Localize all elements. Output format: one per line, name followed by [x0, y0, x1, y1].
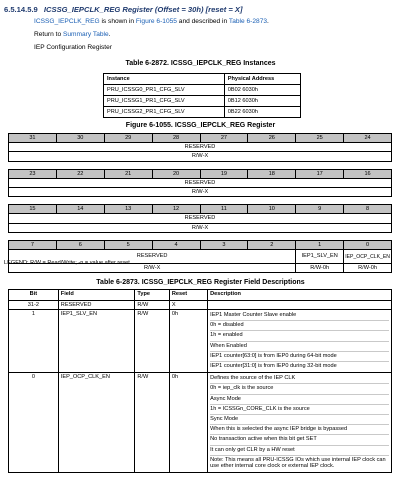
bit-number: 3 [200, 240, 248, 249]
description-line: Sync Mode [210, 415, 389, 425]
bit-number-row [9, 205, 392, 214]
description-line: IEP1 Master Counter Slave enable [210, 311, 389, 321]
reserved-field: RESERVED [9, 178, 392, 187]
description-line: 0h = iep_clk is the source [210, 384, 389, 394]
bit-number: 19 [200, 169, 248, 178]
description-cell [208, 310, 392, 373]
iep1-slv-en-field: IEP1_SLV_EN [296, 250, 344, 264]
instances-header-row [104, 74, 301, 85]
bit-number: 24 [344, 134, 392, 143]
bit-number: 1 [296, 240, 344, 249]
field-descriptions-table [8, 289, 392, 473]
reset-value: R/W-X [9, 152, 392, 161]
register-bitfield-figure [8, 133, 392, 273]
bit-number: 17 [296, 169, 344, 178]
bit-number: 31 [9, 134, 57, 143]
section-title: ICSSG_IEPCLK_REG Register (Offset = 30h) [reset = X] [43, 5, 243, 14]
description-line: 1h = enabled [210, 331, 389, 341]
type-cell: R/W [135, 310, 169, 373]
type-header: Type [135, 290, 169, 301]
field-descriptions-title: Table 6-2873. ICSSG_IEPCLK_REG Register Field Descriptions [96, 279, 305, 286]
description-line: It can only get CLR by a HW reset [210, 446, 389, 456]
reset-cell: 0h [169, 373, 207, 473]
reset-row [9, 152, 392, 161]
bit-number: 7 [9, 240, 57, 249]
bit-header: Bit [9, 290, 59, 301]
description-line: IEP1 counter[63:0] is from IEP0 during 64-bit mode [210, 352, 389, 362]
bit-number-row [9, 240, 392, 249]
bit-number: 13 [104, 205, 152, 214]
address-cell: 0B22 6030h [224, 107, 300, 118]
field-cell: RESERVED [58, 301, 135, 310]
fields-header-row [9, 290, 392, 301]
field-header: Field [58, 290, 135, 301]
physical-address-header: Physical Address [224, 74, 300, 85]
field-row [9, 143, 392, 152]
instances-table-title: Table 6-2872. ICSSG_IEPCLK_REG Instances [125, 60, 276, 67]
bit-number: 29 [104, 134, 152, 143]
description-cell [208, 373, 392, 473]
bit-number: 4 [152, 240, 200, 249]
register-description: IEP Configuration Register [34, 44, 112, 51]
reset-value: R/W-0h [296, 264, 344, 273]
bit-number: 20 [152, 169, 200, 178]
table-row [104, 85, 301, 96]
bit-cell: 0 [9, 373, 59, 473]
bit-cell: 1 [9, 310, 59, 373]
return-end: . [108, 31, 111, 38]
bit-number: 28 [152, 134, 200, 143]
field-row [9, 214, 392, 223]
reserved-field: RESERVED [9, 250, 296, 264]
bit-number: 8 [344, 205, 392, 214]
description-line: No transaction active when this bit get SET [210, 435, 389, 445]
bit-number: 11 [200, 205, 248, 214]
section-number: 6.5.14.5.9 [4, 5, 38, 14]
bit-number: 21 [104, 169, 152, 178]
bit-number: 9 [296, 205, 344, 214]
reset-value: R/W-X [9, 264, 296, 273]
section-heading [4, 5, 243, 14]
bit-number: 16 [344, 169, 392, 178]
reset-value: R/W-0h [344, 264, 392, 273]
description-line: When this is selected the async IEP bridge is bypassed [210, 425, 389, 435]
reserved-field: RESERVED [9, 143, 392, 152]
type-cell: R/W [135, 373, 169, 473]
bit-number: 27 [200, 134, 248, 143]
instances-table [103, 73, 301, 118]
reset-value: R/W-X [9, 188, 392, 197]
bit-number: 26 [248, 134, 296, 143]
reset-cell: X [169, 301, 207, 310]
intro-line [34, 18, 269, 25]
instance-cell: PRU_ICSSG2_PR1_CFG_SLV [104, 107, 225, 118]
address-cell: 0B12 6030h [224, 96, 300, 107]
intro-text-2: and described in [176, 18, 229, 25]
intro-text-1: is shown in [99, 18, 136, 25]
field-cell: IEP1_SLV_EN [58, 310, 135, 373]
instance-cell: PRU_ICSSG0_PR1_CFG_SLV [104, 85, 225, 96]
table-row [104, 107, 301, 118]
reset-row [9, 188, 392, 197]
reset-row [9, 223, 392, 232]
bit-number-row [9, 134, 392, 143]
table-row [9, 310, 392, 373]
description-line: 1h = ICSSGn_CORE_CLK is the source [210, 405, 389, 415]
register-legend: LEGEND: R/W = Read/Write; -n = value after reset [4, 260, 130, 266]
register-figure-title: Figure 6-1055. ICSSG_IEPCLK_REG Register [125, 122, 276, 129]
reset-header: Reset [169, 290, 207, 301]
bit-number: 14 [56, 205, 104, 214]
bit-number: 22 [56, 169, 104, 178]
bit-number: 15 [9, 205, 57, 214]
description-line: Async Mode [210, 395, 389, 405]
reset-value: R/W-X [9, 223, 392, 232]
instance-header: Instance [104, 74, 225, 85]
description-line: IEP1 counter[31:0] is from IEP0 during 32-bit mode [210, 363, 337, 370]
description-header: Description [208, 290, 392, 301]
description-cell [208, 301, 392, 310]
return-text: Return to [34, 31, 63, 38]
description-line: Note: This means all PRU-ICSSG IOs which use internal IEP clock can use ether internal core clock or external IEP clock. [210, 456, 386, 470]
instance-cell: PRU_ICSSG1_PR1_CFG_SLV [104, 96, 225, 107]
bit-number: 0 [344, 240, 392, 249]
table-row [9, 301, 392, 310]
bit-number: 10 [248, 205, 296, 214]
figure-ref-link[interactable]: Figure 6-1055 [135, 18, 177, 25]
address-cell: 0B02 6030h [224, 85, 300, 96]
bit-cell: 31-2 [9, 301, 59, 310]
field-row [9, 178, 392, 187]
register-name-link[interactable]: ICSSG_IEPCLK_REG [34, 18, 100, 25]
description-line: When Enabled [210, 342, 389, 352]
bit-number: 30 [56, 134, 104, 143]
bit-number: 18 [248, 169, 296, 178]
table-ref-link[interactable]: Table 6-2873 [228, 18, 268, 25]
bit-number: 25 [296, 134, 344, 143]
field-cell: IEP_OCP_CLK_EN [58, 373, 135, 473]
type-cell: R/W [135, 301, 169, 310]
intro-text-3: . [267, 18, 269, 25]
bit-number: 12 [152, 205, 200, 214]
bit-number: 6 [56, 240, 104, 249]
reserved-field: RESERVED [9, 214, 392, 223]
bit-number: 5 [104, 240, 152, 249]
iep-ocp-clk-en-field: IEP_OCP_CLK_EN [344, 250, 392, 264]
description-line: Defines the source of the IEP CLK [210, 374, 389, 384]
bit-number-row [9, 169, 392, 178]
bit-number: 2 [248, 240, 296, 249]
return-line [34, 31, 111, 38]
bit-number: 23 [9, 169, 57, 178]
summary-table-link[interactable]: Summary Table [62, 31, 109, 38]
table-row [9, 373, 392, 473]
table-row [104, 96, 301, 107]
description-line: 0h = disabled [210, 321, 389, 331]
reset-cell: 0h [169, 310, 207, 373]
